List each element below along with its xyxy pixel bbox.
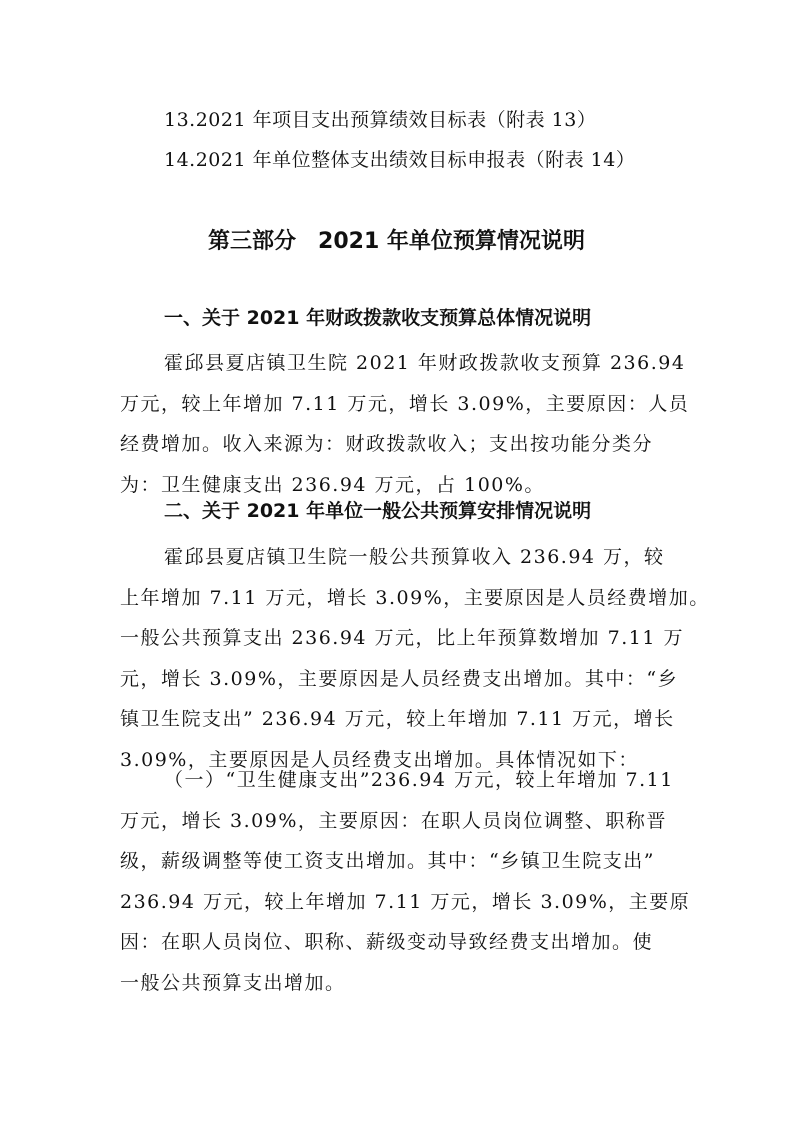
paragraph-line: 万元，增长 3.09%，主要原因：在职人员岗位调整、职称晋 [120, 809, 667, 832]
attachment-list-item-13: 13.2021 年项目支出预算绩效目标表（附表 13） [164, 109, 597, 131]
part-title: 第三部分 2021 年单位预算情况说明 [208, 229, 585, 254]
paragraph-line: 万元，较上年增加 7.11 万元，增长 3.09%，主要原因：人员 [120, 392, 690, 415]
paragraph-line: 一般公共预算支出增加。 [120, 971, 346, 994]
section-heading-1: 一、关于 2021 年财政拨款收支预算总体情况说明 [164, 307, 592, 329]
section-2-paragraph-2 [120, 760, 691, 1003]
attachment-list-item-14: 14.2021 年单位整体支出绩效目标申报表（附表 14） [164, 149, 636, 171]
paragraph-line: 级，薪级调整等使工资支出增加。其中：“乡镇卫生院支出” [120, 850, 655, 872]
paragraph-line: 经费增加。收入来源为：财政拨款收入；支出按功能分类分 [120, 433, 654, 455]
section-2-paragraph-1 [120, 537, 710, 780]
paragraph-line: 元，增长 3.09%，主要原因是人员经费支出增加。其中：“乡 [120, 667, 679, 690]
paragraph-line: 一般公共预算支出 236.94 万元，比上年预算数增加 7.11 万 [120, 627, 684, 649]
paragraph-line: 霍邱县夏店镇卫生院 2021 年财政拨款收支预算 236.94 [164, 352, 686, 374]
paragraph-line: 镇卫生院支出” 236.94 万元，较上年增加 7.11 万元，增长 [120, 708, 675, 730]
section-heading-2: 二、关于 2021 年单位一般公共预算安排情况说明 [164, 500, 592, 522]
paragraph-line: 236.94 万元，较上年增加 7.11 万元，增长 3.09%，主要原 [120, 890, 691, 913]
paragraph-line: 霍邱县夏店镇卫生院一般公共预算收入 236.94 万，较 [164, 546, 665, 568]
paragraph-line: 上年增加 7.11 万元，增长 3.09%，主要原因是人员经费增加。 [120, 586, 710, 609]
paragraph-line: 为：卫生健康支出 236.94 万元，占 100%。 [120, 473, 545, 496]
paragraph-line: （一）“卫生健康支出”236.94 万元，较上年增加 7.11 [164, 769, 674, 791]
section-1-paragraph [120, 343, 690, 505]
paragraph-line: 3.09%，主要原因是人员经费支出增加。具体情况如下： [120, 748, 639, 771]
paragraph-line: 因：在职人员岗位、职称、薪级变动导致经费支出增加。使 [120, 931, 654, 953]
